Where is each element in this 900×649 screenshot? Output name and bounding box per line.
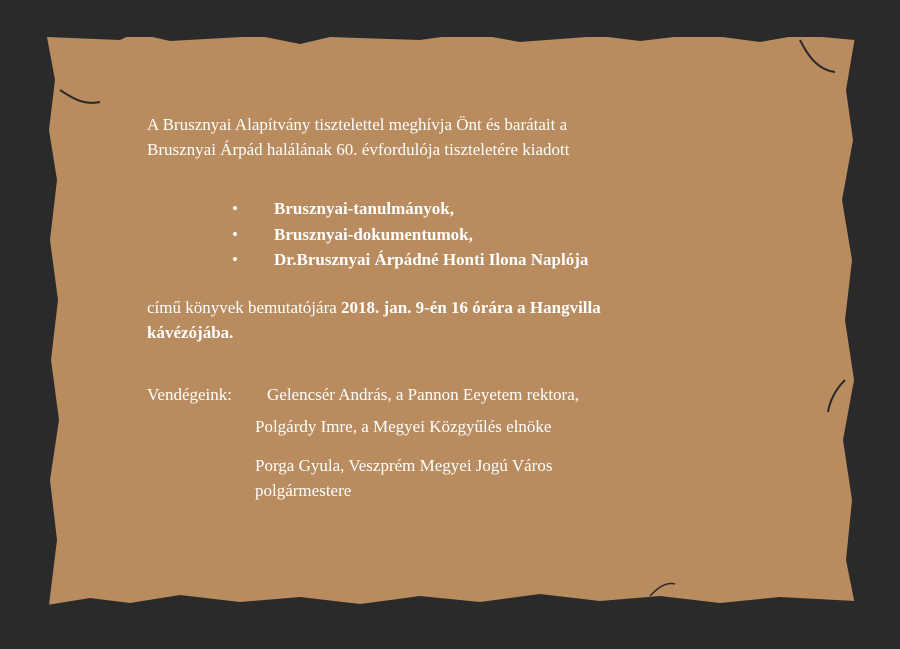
event-date-time: 2018. jan. 9-én 16 órára a Hangvilla — [341, 298, 601, 317]
intro-text — [147, 112, 747, 162]
event-venue: kávézójába. — [147, 323, 234, 342]
invitation-details — [147, 295, 767, 345]
intro-line-2: Brusznyai Árpád halálának 60. évfordulója tiszteletére kiadott — [147, 140, 570, 159]
book-item: • Brusznyai-tanulmányok, — [232, 196, 588, 222]
guest-item: polgármestere — [255, 481, 352, 500]
guest-item: Polgárdy Imre, a Megyei Közgyűlés elnöke — [255, 417, 552, 436]
book-list — [232, 196, 588, 273]
guest-item: Porga Gyula, Veszprém Megyei Jogú Város — [255, 456, 553, 475]
book-item: • Dr.Brusznyai Árpádné Honti Ilona Naplója — [232, 247, 588, 273]
invite-prefix: című könyvek bemutatójára — [147, 298, 342, 317]
guests-label: Vendégeink: — [147, 385, 232, 404]
guest-item: Gelencsér András, a Pannon Eeyetem rektora, — [267, 385, 580, 404]
intro-line-1: A Brusznyai Alapítvány tisztelettel meghívja Önt és barátait a — [147, 115, 568, 134]
book-item: • Brusznyai-dokumentumok, — [232, 222, 588, 248]
